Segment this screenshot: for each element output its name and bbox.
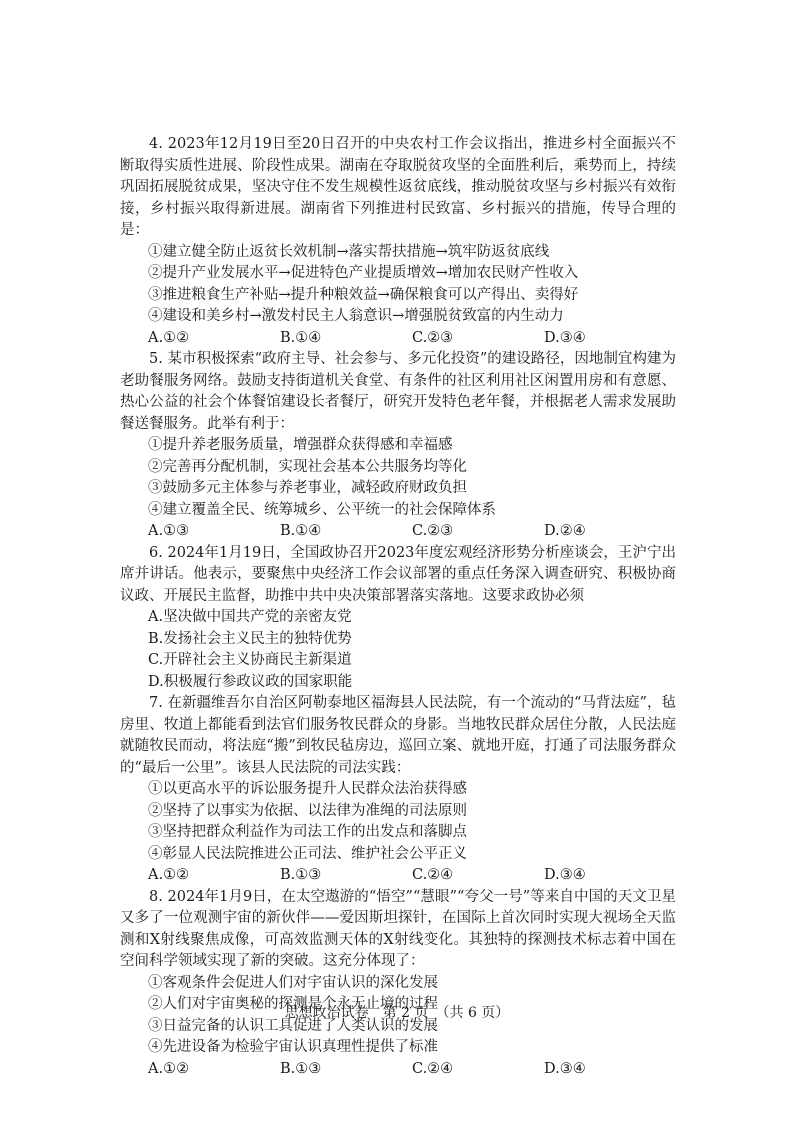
statement-item: ②完善再分配机制，实现社会基本公共服务均等化 — [148, 458, 467, 475]
statement-item: ④先进设备为检验宇宙认识真理性提供了标准 — [148, 1039, 438, 1055]
choice-c: C.②④ — [412, 867, 454, 883]
choice-b: B.发扬社会主义民主的独特优势 — [148, 630, 352, 647]
question-stem: 4. 2023年12月19日至20日召开的中央农村工作会议指出，推进乡村全面振兴不断取得实质性进展、阶段性成果。湖南在夺取脱贫攻坚的全面胜利后，乘势而上，持续巩固拓展脱贫成果，坚决守住不发生规模性返贫底线，推动脱贫攻坚与乡村振兴有效衔接，乡村振兴取得新进展。湖南省下列推进村民致富、乡村振兴的措施，传导合理的是： — [120, 136, 676, 238]
question-7 — [120, 693, 676, 887]
statement-item: ①客观条件会促进人们对宇宙认识的深化发展 — [148, 974, 438, 991]
answer-choices — [120, 1059, 676, 1081]
question-stem: 5. 某市积极探索“政府主导、社会参与、多元化投资”的建设路径，因地制宜构建为老助餐服务网络。鼓励支持街道机关食堂、有条件的社区利用社区闲置用房和有意愿、热心公益的社会个体餐馆建设长者餐厅，研究开发特色老年餐，并根据老人需求发展助餐送餐服务。此举有利于： — [120, 351, 676, 432]
choice-c: C.②③ — [412, 329, 454, 346]
statement-item: ③日益完备的认识工具促进了人类认识的发展 — [148, 1017, 438, 1034]
statement-item: ③推进粮食生产补贴→提升种粮效益→确保粮食可以产得出、卖得好 — [148, 286, 579, 303]
statement-item: ③鼓励多元主体参与养老事业，减轻政府财政负担 — [148, 480, 467, 496]
statement-item: ④建立覆盖全民、统筹城乡、公平统一的社会保障体系 — [148, 501, 496, 518]
choice-b: B.①③ — [280, 867, 322, 883]
choice-b: B.①③ — [280, 1060, 322, 1077]
choice-d: D.③④ — [544, 1060, 586, 1077]
page-footer: 思想政治试卷 第 2 页 （共 6 页） — [284, 1005, 510, 1021]
question-stem: 8. 2024年1月9日，在太空遨游的“悟空”“慧眼”“夸父一号”等来自中国的天文卫星又多了一位观测宇宙的新伙伴——爱因斯坦探针，在国际上首次同时实现大视场全天监测和X射线聚焦成像，可高效监测天体的X射线变化。其独特的探测技术标志着中国在空间科学领域实现了新的突破。这充分体现了： — [120, 888, 676, 969]
statement-item: ①建立健全防止返贫长效机制→落实帮扶措施→筑牢防返贫底线 — [148, 243, 550, 260]
statement-item: ④彰显人民法院推进公正司法、维护社会公平正义 — [148, 845, 467, 862]
statement-item: ①提升养老服务质量，增强群众获得感和幸福感 — [148, 437, 453, 453]
statement-item: ②提升产业发展水平→促进特色产业提质增效→增加农民财产性收入 — [148, 265, 579, 281]
question-4 — [120, 134, 676, 349]
choice-d: D.②④ — [544, 523, 586, 539]
choice-c: C.②③ — [412, 523, 454, 539]
choice-a: A.①② — [148, 329, 190, 346]
question-stem: 6. 2024年1月19日，全国政协召开2023年度宏观经济形势分析座谈会，王沪宁出席并讲话。他表示，要聚焦中央经济工作会议部署的重点任务深入调查研究、积极协商议政、开展民主监督，助推中共中央决策部署落实落地。这要求政协必须 — [120, 544, 676, 604]
statement-item: ③坚持把群众利益作为司法工作的出发点和落脚点 — [148, 824, 467, 840]
statement-item: ④建设和美乡村→激发村民主人翁意识→增强脱贫致富的内生动力 — [148, 308, 564, 324]
answer-choices — [120, 328, 676, 350]
statement-item: ①以更高水平的诉讼服务提升人民群众法治获得感 — [148, 781, 467, 797]
choice-d: D.③④ — [544, 329, 586, 346]
choice-d: D.积极履行参政议政的国家职能 — [148, 673, 353, 690]
choice-b: B.①④ — [280, 329, 322, 346]
choice-a: A.坚决做中国共产党的亲密友党 — [148, 609, 352, 625]
question-8 — [120, 887, 676, 1081]
choice-b: B.①④ — [280, 523, 322, 539]
choice-a: A.①③ — [148, 523, 190, 539]
question-list — [120, 134, 676, 1080]
question-6 — [120, 543, 676, 694]
choice-d: D.③④ — [544, 867, 586, 883]
question-5 — [120, 349, 676, 543]
statement-item: ②人们对宇宙奥秘的探测是个永无止境的过程 — [148, 996, 438, 1012]
choice-a: A.①② — [148, 1060, 190, 1077]
answer-choices — [120, 865, 676, 887]
choice-c: C.开辟社会主义协商民主新渠道 — [148, 652, 352, 668]
statement-item: ②坚持了以事实为依据、以法律为准绳的司法原则 — [148, 802, 467, 819]
question-stem: 7. 在新疆维吾尔自治区阿勒泰地区福海县人民法院，有一个流动的“马背法庭”，毡房里、牧道上都能看到法官们服务牧民群众的身影。当地牧民群众居住分散，人民法庭就随牧民而动，将法庭“搬”到牧民毡房边，巡回立案、就地开庭，打通了司法服务群众的“最后一公里”。该县人民法院的司法实践： — [120, 695, 676, 776]
choice-a: A.①② — [148, 867, 190, 883]
answer-choices — [120, 521, 676, 543]
choice-c: C.②④ — [412, 1060, 454, 1077]
